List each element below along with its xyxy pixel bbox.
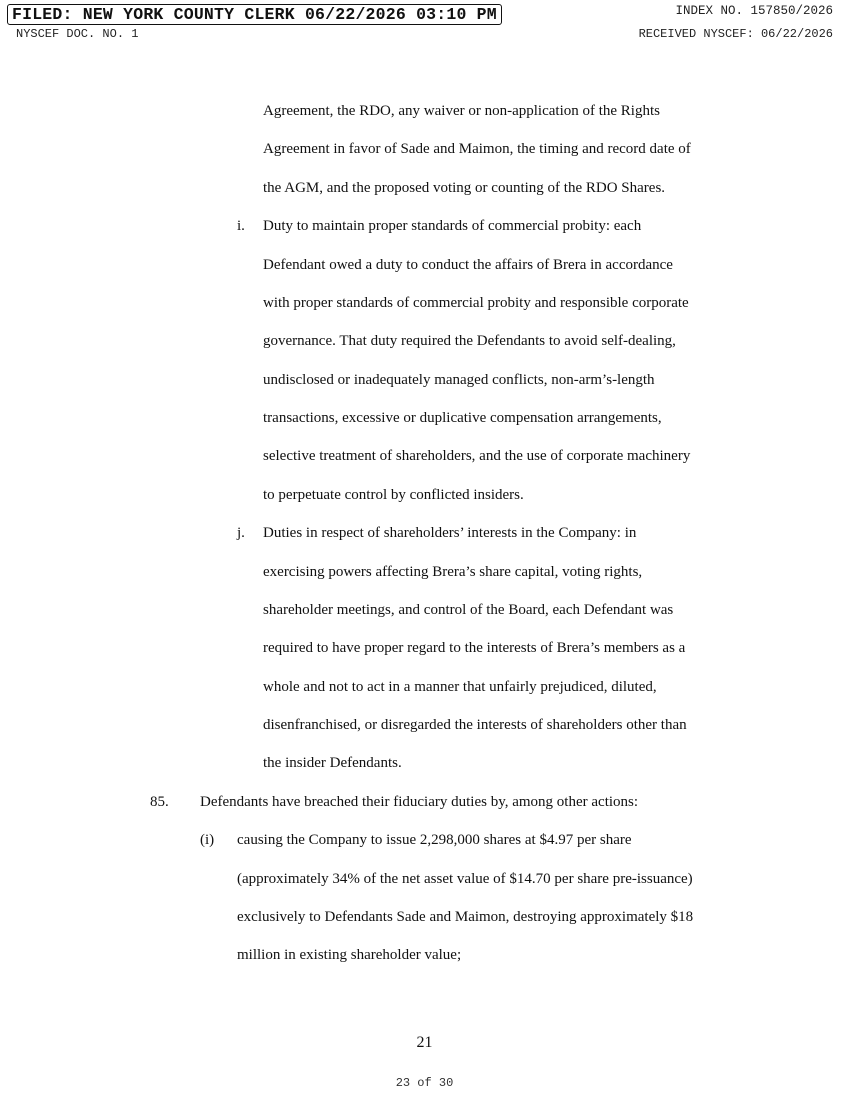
body-line: million in existing shareholder value; (237, 947, 462, 963)
received-date: RECEIVED NYSCEF: 06/22/2026 (638, 27, 833, 41)
body-line: Duty to maintain proper standards of commercial probity: each (263, 218, 642, 234)
paragraph-number: 85. (150, 794, 169, 810)
body-line: Agreement in favor of Sade and Maimon, the timing and record date of (263, 141, 691, 157)
list-marker-j: j. (237, 525, 245, 541)
index-number: INDEX NO. 157850/2026 (675, 4, 833, 18)
body-line: undisclosed or inadequately managed conflicts, non-arm’s-length (263, 372, 655, 388)
page-count: 23 of 30 (395, 1076, 454, 1090)
filed-banner: FILED: NEW YORK COUNTY CLERK 06/22/2026 03:10 PM (7, 4, 502, 25)
body-line: disenfranchised, or disregarded the interests of shareholders other than (263, 717, 687, 733)
body-line: Duties in respect of shareholders’ interests in the Company: in (263, 525, 637, 541)
list-marker-roman-i: (i) (200, 832, 215, 848)
nyscef-doc-number: NYSCEF DOC. NO. 1 (16, 27, 139, 41)
body-line: exercising powers affecting Brera’s share capital, voting rights, (263, 564, 643, 580)
body-line: whole and not to act in a manner that unfairly prejudiced, diluted, (263, 679, 657, 695)
body-line: Defendant owed a duty to conduct the affairs of Brera in accordance (263, 257, 673, 273)
body-line: the AGM, and the proposed voting or counting of the RDO Shares. (263, 180, 666, 196)
body-line: governance. That duty required the Defendants to avoid self-dealing, (263, 333, 676, 349)
body-line: exclusively to Defendants Sade and Maimon, destroying approximately $18 (237, 909, 694, 925)
body-line: Defendants have breached their fiduciary duties by, among other actions: (200, 794, 639, 810)
body-line: to perpetuate control by conflicted insiders. (263, 487, 524, 503)
body-line: with proper standards of commercial probity and responsible corporate (263, 295, 689, 311)
page-number: 21 (416, 1034, 433, 1051)
body-line: (approximately 34% of the net asset value of $14.70 per share pre-issuance) (237, 871, 693, 887)
body-line: transactions, excessive or duplicative compensation arrangements, (263, 410, 662, 426)
body-line: Agreement, the RDO, any waiver or non-application of the Rights (263, 103, 660, 119)
list-marker-i: i. (237, 218, 245, 234)
body-line: required to have proper regard to the interests of Brera’s members as a (263, 640, 686, 656)
body-line: shareholder meetings, and control of the Board, each Defendant was (263, 602, 674, 618)
body-line: the insider Defendants. (263, 755, 402, 771)
body-line: causing the Company to issue 2,298,000 shares at $4.97 per share (237, 832, 632, 848)
body-line: selective treatment of shareholders, and the use of corporate machinery (263, 448, 691, 464)
